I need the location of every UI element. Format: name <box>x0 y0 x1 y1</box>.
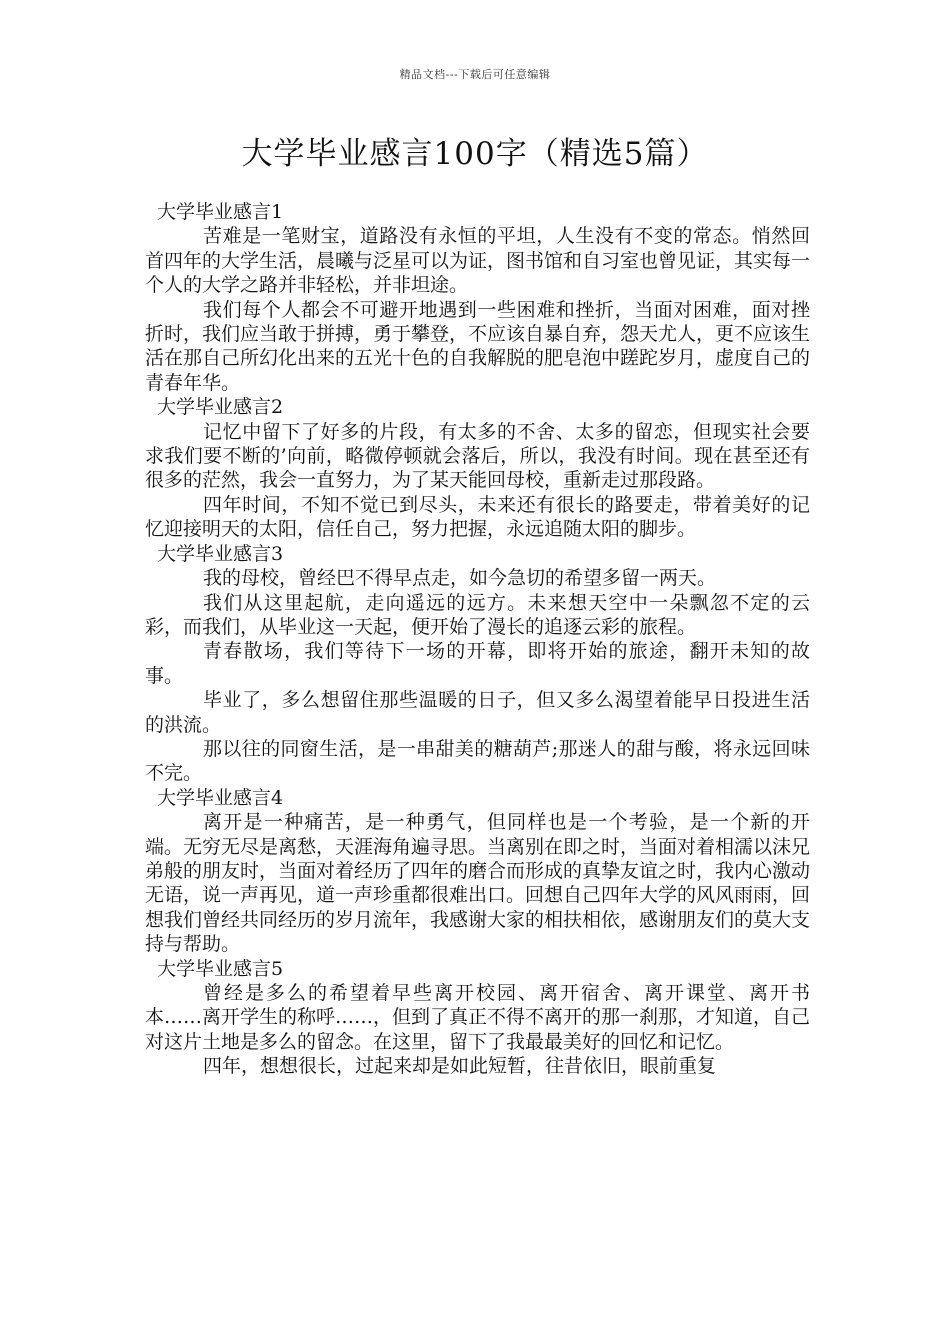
paragraph: 四年，想想很长，过起来却是如此短暂，往昔依旧，眼前重复 <box>203 1055 717 1078</box>
section-heading: 大学毕业感言4 <box>157 786 284 809</box>
document-body <box>145 200 810 1079</box>
paragraph: 那以往的同窗生活，是一串甜美的糖葫芦;那迷人的甜与酸，将永远回味不完。 <box>145 737 810 785</box>
section-heading: 大学毕业感言2 <box>157 396 284 419</box>
paragraph: 曾经是多么的希望着早些离开校园、离开宿舍、离开课堂、离开书本……离开学生的称呼……，但到了真正不得不离开的那一刹那，才知道，自己对这片土地是多么的留念。在这里，留下了我最最美好的回忆和记忆。 <box>145 982 811 1053</box>
paragraph: 我们从这里起航，走向遥远的远方。未来想天空中一朵飘忽不定的云彩，而我们，从毕业这一天起，便开始了漫长的追逐云彩的旅程。 <box>145 591 810 638</box>
section-3 <box>145 542 810 786</box>
paragraph: 苦难是一笔财宝，道路没有永恒的平坦，人生没有不变的常态。悄然回首四年的大学生活，晨曦与泛星可以为证，图书馆和自习室也曾见证，其实每一个人的大学之路并非轻松，并非坦途。 <box>145 225 811 297</box>
paragraph: 我们每个人都会不可避开地遇到一些困难和挫折，当面对困难，面对挫折时，我们应当敢于拼搏，勇于攀登，不应该自暴自弃，怨天尤人，更不应该生活在那自己所幻化出来的五光十色的自我解脱的肥皂泡中蹉跎岁月，虚度自己的青春年华。 <box>145 298 811 394</box>
section-1 <box>145 200 810 395</box>
paragraph: 青春散场，我们等待下一场的开幕，即将开始的旅途，翻开未知的故事。 <box>145 640 810 687</box>
section-5 <box>145 957 810 1079</box>
paragraph: 四年时间，不知不觉已到尽头，未来还有很长的路要走，带着美好的记忆迎接明天的太阳，信任自己，努力把握，永远追随太阳的脚步。 <box>145 493 810 541</box>
document-title: 大学毕业感言100字（精选5篇） <box>241 136 709 172</box>
section-heading: 大学毕业感言5 <box>157 957 284 980</box>
paragraph: 离开是一种痛苦，是一种勇气，但同样也是一个考验，是一个新的开端。无穷无尽是离愁，天涯海角遍寻思。当离别在即之时，当面对着相濡以沫兄弟般的朋友时，当面对着经历了四年的磨合而形成的真挚友谊之时，我内心激动无语，说一声再见，道一声珍重都很难出口。回想自己四年大学的风风雨雨，回想我们曾经共同经历的岁月流年，我感谢大家的相扶相依，感谢朋友们的莫大支持与帮助。 <box>145 811 811 956</box>
paragraph: 毕业了，多么想留住那些温暖的日子，但又多么渴望着能早日投进生活的洪流。 <box>145 689 810 736</box>
header-note: 精品文档---下载后可任意编辑 <box>399 68 551 81</box>
section-4 <box>145 786 810 957</box>
section-heading: 大学毕业感言1 <box>157 201 284 223</box>
paragraph: 我的母校，曾经巴不得早点走，如今急切的希望多留一两天。 <box>203 567 717 590</box>
section-heading: 大学毕业感言3 <box>157 542 284 565</box>
section-2 <box>145 395 810 541</box>
paragraph: 记忆中留下了好多的片段，有太多的不舍、太多的留恋，但现实社会要求我们要不断的’向前，略微停顿就会落后，所以，我没有时间。现在甚至还有很多的茫然，我会一直努力，为了某天能回母校，重新走过那段路。 <box>145 420 810 492</box>
